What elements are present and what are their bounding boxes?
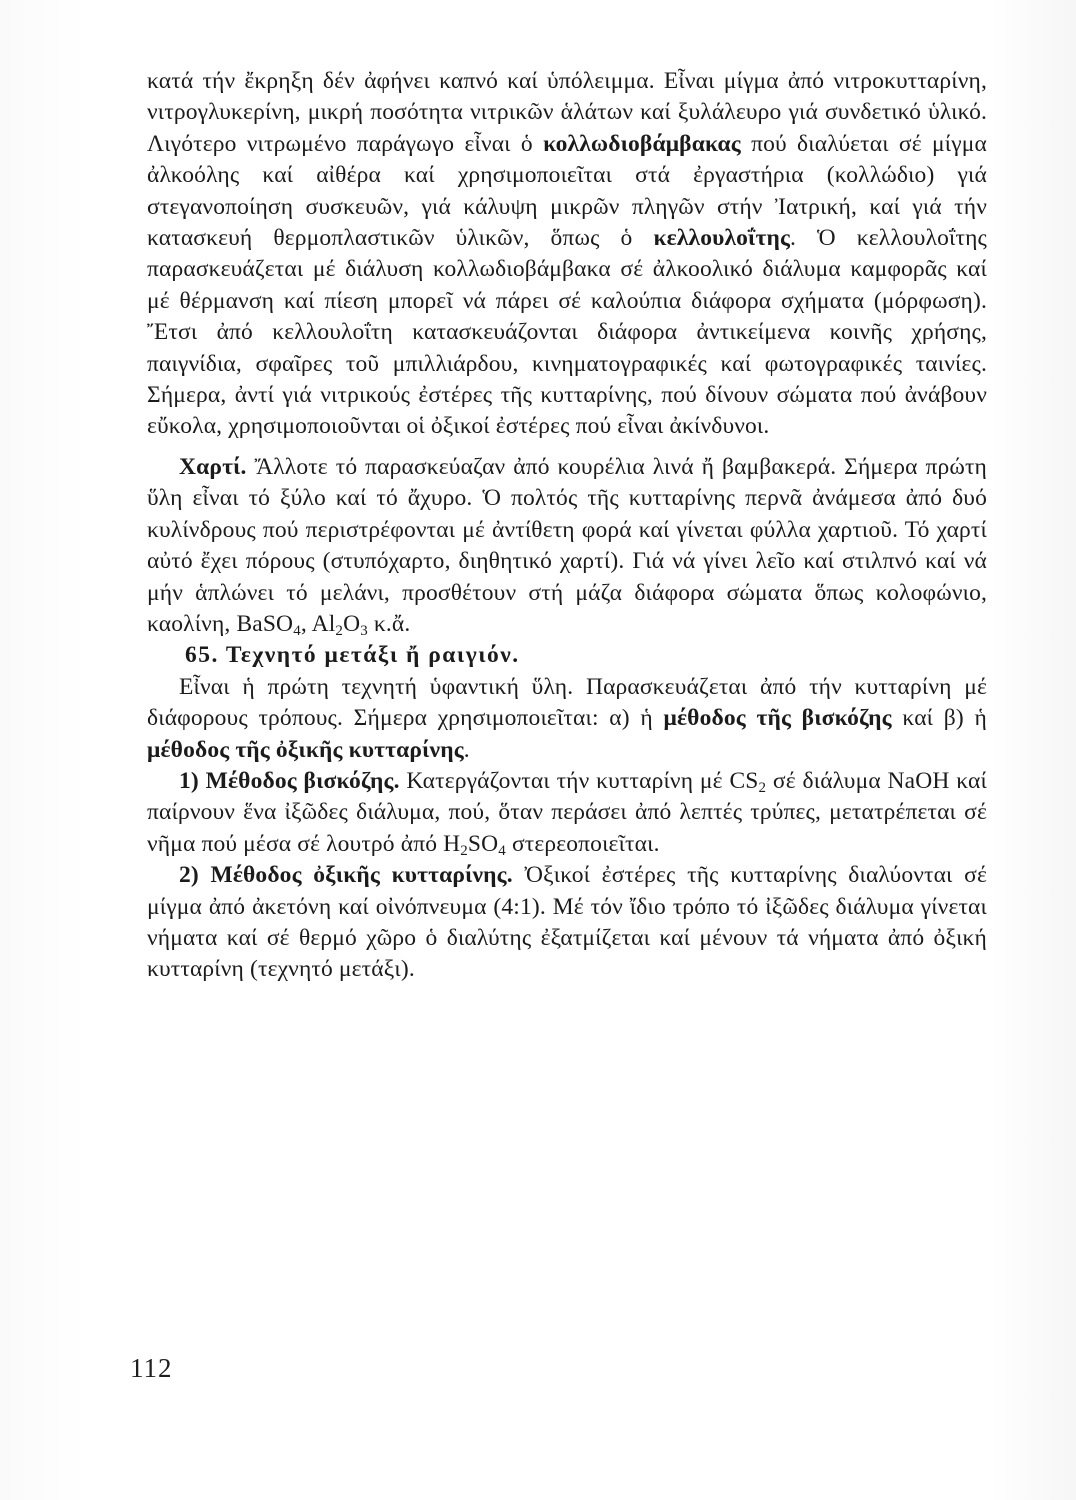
formula-part: BaSO (236, 610, 294, 637)
term-celluloid: κελλουλοΐτης (653, 225, 791, 252)
formula-subscript: 2 (460, 842, 468, 859)
formula-part: O (343, 610, 361, 637)
term-paper: Χαρτί. (179, 453, 247, 480)
formula-al2o3 (312, 611, 368, 637)
term-viscose: 1) Μέθοδος βισκόζης. (179, 767, 400, 794)
paragraph-text: Εἶναι ἡ πρώτη τεχνητή ὑφαντική ὕλη. Παρασκευάζεται ἀπό τήν κυτταρίνη μέ διάφορους τρόπους. Σήμερα χρησιμοποιεῖται: α) ἡ (147, 673, 987, 732)
page-number: 112 (130, 1353, 173, 1383)
formula-subscript: 2 (335, 622, 344, 639)
formula-subscript: 2 (758, 779, 767, 796)
paragraph-text: Κατεργάζονται τήν κυτταρίνη μέ (399, 767, 730, 794)
formula-subscript: 4 (293, 622, 301, 639)
formula-cs2 (729, 768, 766, 794)
paragraph-text: Ὀξικοί ἐστέρες τῆς κυτταρίνης διαλύονται σέ μίγμα ἀπό ἀκετόνη καί οἰνόπνευμα (4:1). Μέ τόν ἴδιο τρόπο τό ἰξῶδες διάλυμα γίνεται νήματα καί σέ θερμό χῶρο ὁ διαλύτης ἐξατμίζεται καί μένουν τά νήματα ἀπό ὀξική κυτταρίνη (τεχνητό μετάξι). (147, 862, 987, 983)
paragraph-text: πού διαλύεται σέ μίγμα ἀλκοόλης καί αἰθέρα καί χρησιμοποιεῖται στά ἐργαστήρια (κολλώδιο) γιά στεγανοποίηση συσκευῶν, γιά κάλυψη μικρῶν πληγῶν στήν Ἰατρική, καί γιά τήν κατασκευή θερμοπλαστικῶν ὑλικῶν, ὅπως ὁ (147, 130, 987, 252)
paragraph-text: . (463, 736, 470, 763)
formula-part: Al (311, 610, 336, 637)
paragraph-text: . Ὁ κελλουλοΐτης παρασκευάζεται μέ διάλυση κολλωδιοβάμβακα σέ ἀλκοολικό διάλυμα καμφορᾶς καί μέ θέρμανση καί πίεση μπορεῖ νά πάρει σέ καλούπια διάφορα σχήματα (μόρφωση). Ἔτσι ἀπό κελλουλοΐτη κατασκευάζονται διάφορα ἀντικείμενα κοινῆς χρήσης, παιγνίδια, σφαῖρες τοῦ μπιλλιάρδου, κινηματογραφικές καί φωτογραφικές ταινίες. Σήμερα, ἀντί γιά νιτρικούς ἐστέρες τῆς κυτταρίνης, πού δίνουν σώματα πού ἀνάβουν εὔκολα, χρησιμοποιοῦνται οἱ ὀξικοί ἐστέρες πού εἶναι ἀκίνδυνοι. (147, 225, 987, 440)
paragraph-text: Ἄλλοτε τό παρασκεύαζαν ἀπό κουρέλια λινά ἤ βαμβακερά. Σήμερα πρώτη ὕλη εἶναι τό ξύλο καί τό ἄχυρο. Ὁ πολτός τῆς κυτταρίνης περνᾶ ἀνάμεσα ἀπό δυό κυλίνδρους πού περιστρέφονται μέ ἀντίθετη φορά καί γίνεται φύλλα χαρτιοῦ. Τό χαρτί αὐτό ἔχει πόρους (στυπόχαρτο, διηθητικό χαρτί). Γιά νά γίνει λεῖο καί στιλπνό καί νά μήν ἁπλώνει τό μελάνι, προσθέτουν στή μάζα διάφορα σώματα ὅπως κολοφώνιο, καολίνη, (147, 453, 987, 637)
formula-subscript: 3 (360, 622, 368, 639)
separator: , (300, 610, 312, 637)
term-viscose-method: μέθοδος τῆς βισκόζης (663, 705, 892, 732)
paragraph-acetate (147, 860, 987, 986)
term-acetate: 2) Μέθοδος ὀξικῆς κυτταρίνης. (179, 862, 513, 889)
formula-part: H (443, 830, 461, 857)
paragraph-text: κατά τήν ἔκρηξη δέν ἀφήνει καπνό καί ὑπόλειμμα. Εἶναι μίγμα ἀπό νιτροκυτταρίνη, νιτρογλυκερίνη, μικρή ποσότητα νιτρικῶν ἁλάτων καί ξυλάλευρο γιά συνδετικό ὑλικό. Λιγότερο νιτρωμένο παράγωγο εἶναι ὁ (147, 68, 987, 157)
paragraph-text: καί β) ἡ (891, 705, 987, 732)
section-heading: 65. Τεχνητό μετάξι ἤ ραιγιόν. (185, 642, 520, 669)
formula-part: SO (467, 830, 499, 857)
paragraph-text: κ.ἄ. (367, 610, 411, 637)
paragraph-viscose (147, 766, 987, 860)
paragraph-text: σέ διάλυμα NaOH καί παίρνουν ἕνα ἰξῶδες διάλυμα, πού, ὅταν περάσει ἀπό λεπτές τρύπες, μετατρέπεται σέ νῆμα πού μέσα σέ λουτρό ἀπό (147, 767, 987, 857)
page-text (147, 66, 987, 986)
formula-baso4 (236, 611, 300, 637)
formula-part: CS (729, 767, 759, 794)
term-collodion-cotton: κολλωδιοβάμβακας (543, 130, 741, 157)
paragraph-text: στερεοποιεῖται. (505, 830, 660, 857)
paragraph-paper (147, 452, 987, 640)
paragraph-rayon-intro (147, 672, 987, 766)
paragraph-explosives (147, 66, 987, 443)
formula-subscript: 4 (498, 842, 506, 859)
formula-h2so4 (443, 831, 506, 857)
term-acetate-method: μέθοδος τῆς ὀξικῆς κυτταρίνης (147, 736, 464, 763)
